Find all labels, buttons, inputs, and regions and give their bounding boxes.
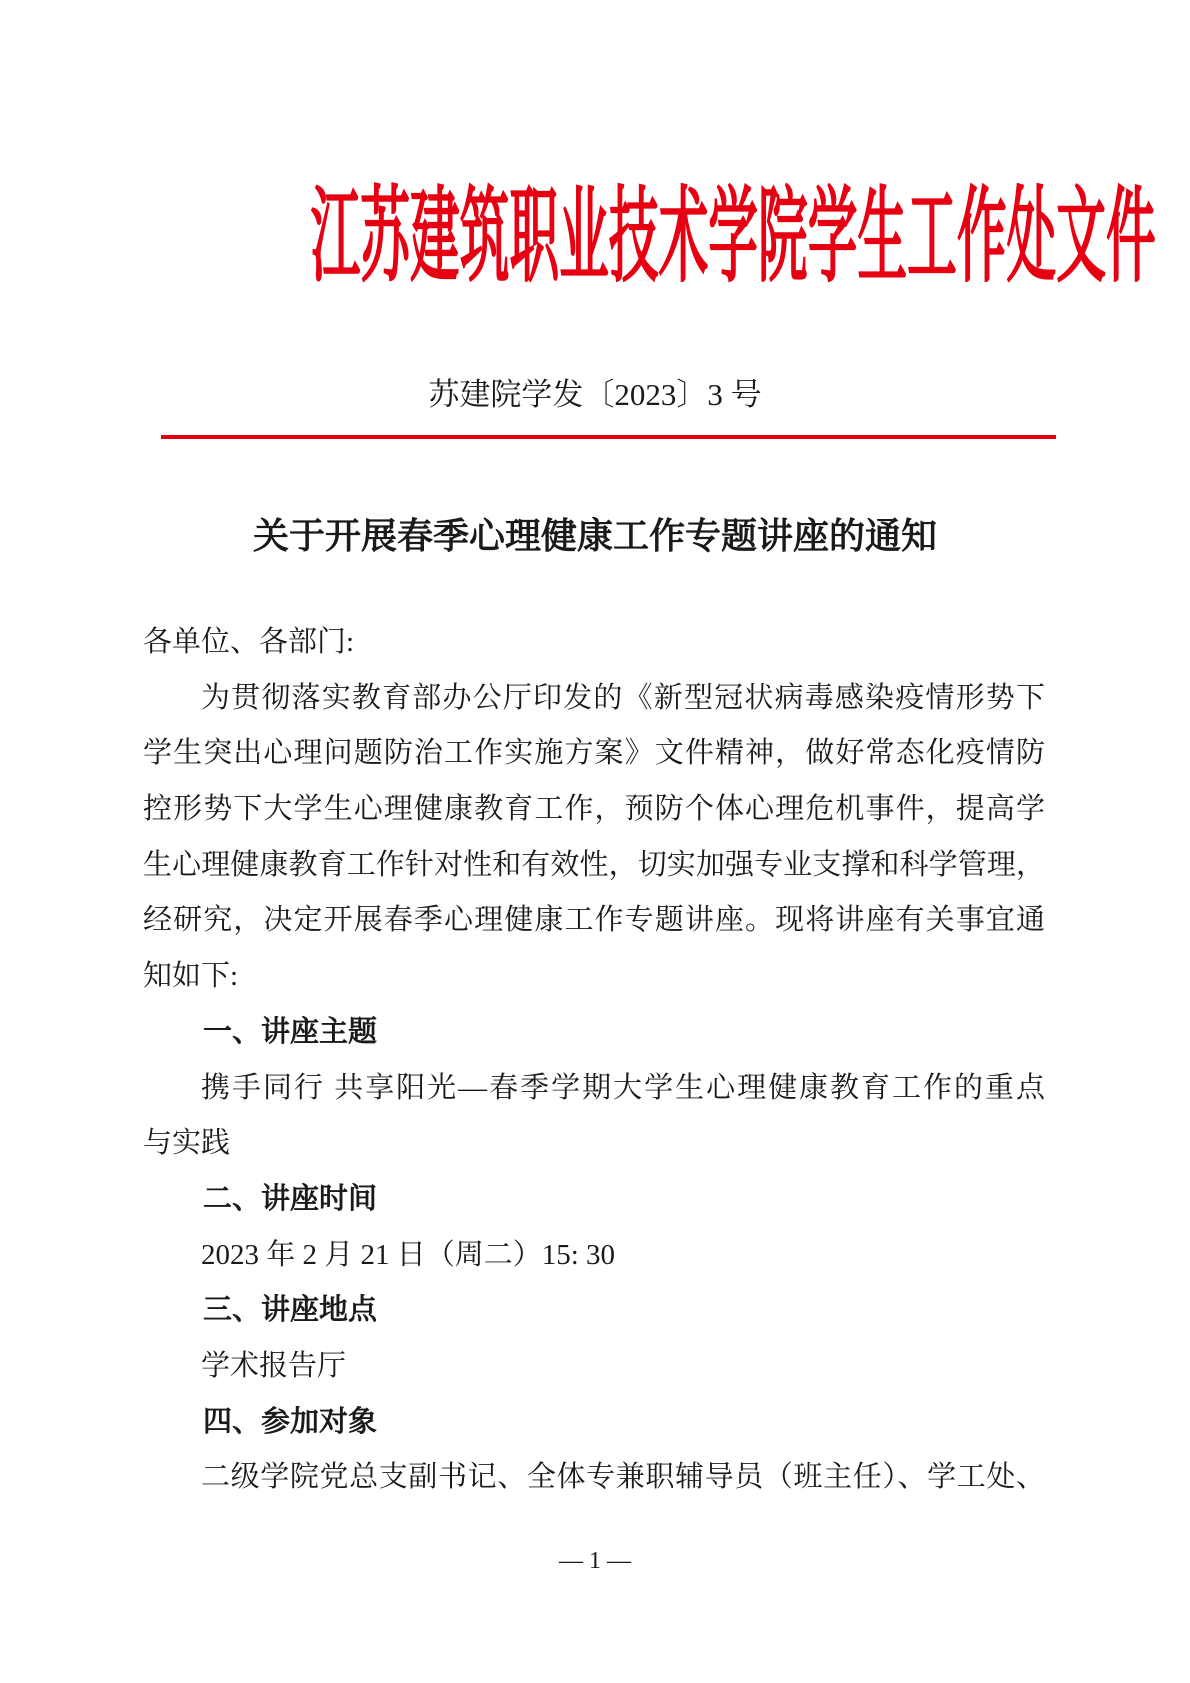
intro-line: 生心理健康教育工作针对性和有效性，切实加强专业支撑和科学管理， bbox=[143, 848, 1045, 881]
section-line: 二级学院党总支副书记、全体专兼职辅导员（班主任）、学工处、 bbox=[201, 1461, 1045, 1494]
notice-body bbox=[143, 615, 1045, 1506]
section-heading: 四、参加对象 bbox=[203, 1405, 378, 1438]
header-rule bbox=[161, 435, 1056, 439]
section-heading: 二、讲座时间 bbox=[203, 1182, 378, 1215]
intro-line: 控形势下大学生心理健康教育工作，预防个体心理危机事件，提高学 bbox=[143, 793, 1045, 826]
section-line: 学术报告厅 bbox=[201, 1349, 347, 1382]
intro-line: 经研究，决定开展春季心理健康工作专题讲座。现将讲座有关事宜通 bbox=[143, 904, 1045, 937]
section-heading: 一、讲座主题 bbox=[203, 1015, 378, 1048]
section-heading: 三、讲座地点 bbox=[203, 1294, 378, 1327]
intro-line: 知如下: bbox=[143, 960, 239, 993]
section-line: 携手同行 共享阳光—春季学期大学生心理健康教育工作的重点 bbox=[201, 1071, 1045, 1104]
notice-title: 关于开展春季心理健康工作专题讲座的通知 bbox=[252, 516, 937, 556]
section-line: 2023 年 2 月 21 日（周二）15: 30 bbox=[201, 1238, 616, 1271]
intro-line: 学生突出心理问题防治工作实施方案》文件精神，做好常态化疫情防 bbox=[143, 737, 1045, 770]
doc-number: 苏建院学发〔2023〕3 号 bbox=[428, 377, 762, 412]
org-title: 江苏建筑职业技术学院学生工作处文件 bbox=[310, 180, 1156, 295]
intro-line: 为贯彻落实教育部办公厅印发的《新型冠状病毒感染疫情形势下 bbox=[201, 681, 1045, 714]
salutation: 各单位、各部门: bbox=[143, 626, 355, 658]
page-number: — 1 — bbox=[559, 1548, 631, 1574]
section-line: 与实践 bbox=[143, 1127, 231, 1160]
